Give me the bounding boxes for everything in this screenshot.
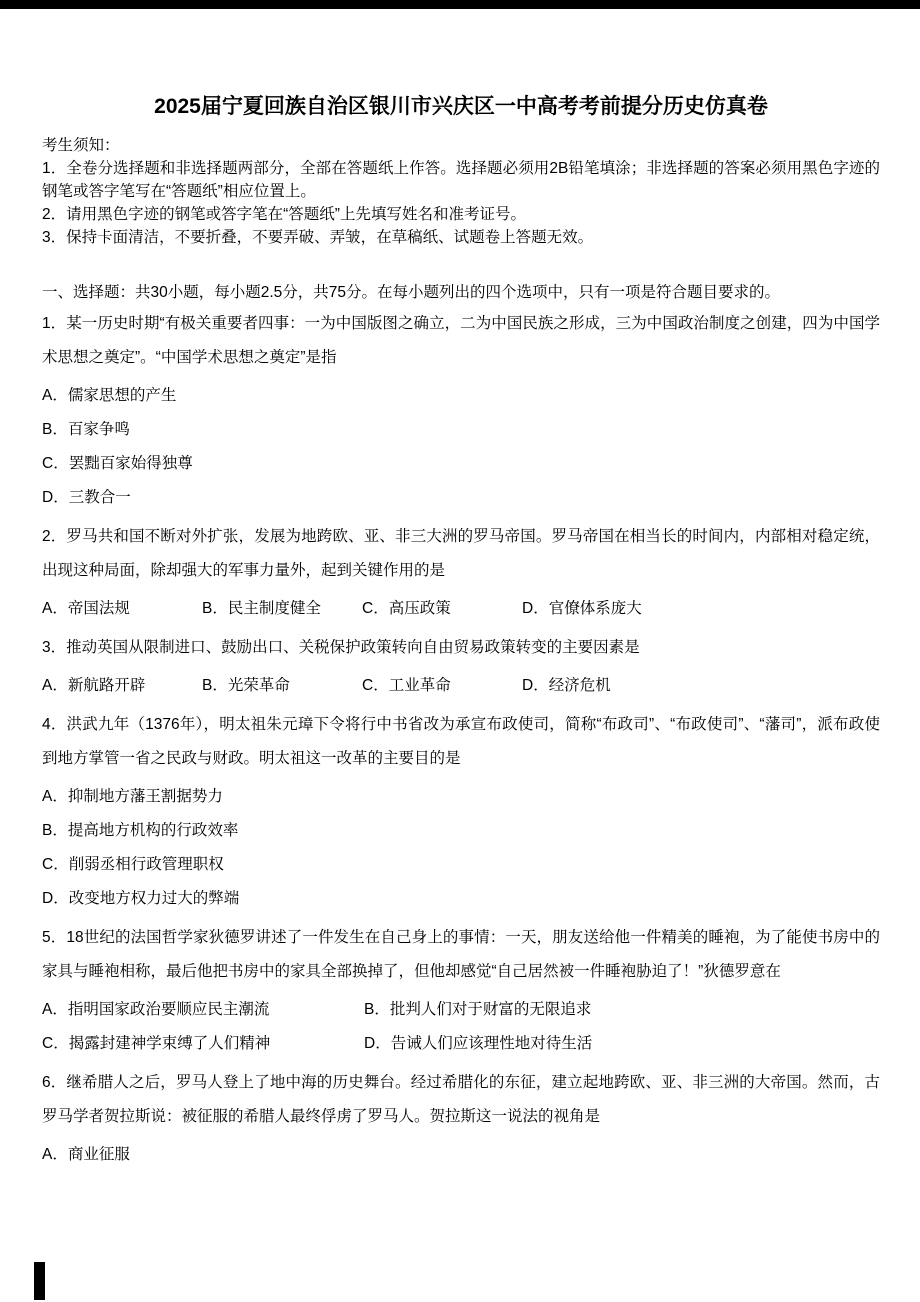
question-options [42,379,880,515]
option: C．工业革命 [362,677,451,694]
option: D．三教合一 [42,489,131,506]
option: C．削弱丞相行政管理职权 [42,856,224,873]
option: D．官僚体系庞大 [522,600,642,617]
section-header: 一、选择题：共30小题，每小题2.5分，共75分。在每小题列出的四个选项中，只有一项是符合题目要求的。 [42,284,781,301]
option: B．批判人们对于财富的无限追求 [364,1001,592,1018]
top-black-bar [0,0,920,9]
question-stem: 4．洪武九年（1376年），明太祖朱元璋下令将行中书省改为承宣布政使司，简称“布政司”、“布政使司”、“藩司”，派布政使到地方掌管一省之民政与财政。明太祖这一改革的主要目的是 [42,716,880,767]
option: A．儒家思想的产生 [42,387,177,404]
questions-list [42,307,880,1172]
question [42,921,880,1061]
question-options [42,780,880,916]
notice-item: 1．全卷分选择题和非选择题两部分，全部在答题纸上作答。选择题必须用2B铅笔填涂；非选择题的答案必须用黑色字迹的钢笔或答字笔写在“答题纸”相应位置上。 [42,160,880,200]
option: A．指明国家政治要顺应民主潮流 [42,1001,270,1018]
option: B．光荣革命 [202,677,290,694]
option: B．百家争鸣 [42,421,130,438]
question [42,520,880,626]
option: C．高压政策 [362,600,451,617]
option: A．帝国法规 [42,600,130,617]
bottom-left-black-mark [34,1262,45,1300]
question [42,708,880,916]
question-stem: 6．继希腊人之后，罗马人登上了地中海的历史舞台。经过希腊化的东征，建立起地跨欧、亚、非三洲的大帝国。然而，古罗马学者贺拉斯说：被征服的希腊人最终俘虏了罗马人。贺拉斯这一说法的视角是 [42,1074,880,1125]
notice-items [42,157,880,249]
option: A．商业征服 [42,1146,130,1163]
option: B．民主制度健全 [202,600,321,617]
option: D．告诫人们应该理性地对待生活 [364,1035,593,1052]
question-options [42,669,880,703]
question-stem: 3．推动英国从限制进口、鼓励出口、关税保护政策转向自由贸易政策转变的主要因素是 [42,639,640,656]
question-options [42,592,880,626]
exam-title: 2025届宁夏回族自治区银川市兴庆区一中高考考前提分历史仿真卷 [154,95,768,118]
option: C．罢黜百家始得独尊 [42,455,193,472]
question-stem: 5．18世纪的法国哲学家狄德罗讲述了一件发生在自己身上的事情：一天，朋友送给他一件精美的睡袍，为了能使书房中的家具与睡袍相称，最后他把书房中的家具全部换掉了，但他却感觉“自己居然被一件睡袍胁迫了！”狄德罗意在 [42,929,880,980]
option: D．经济危机 [522,677,611,694]
option: B．提高地方机构的行政效率 [42,822,239,839]
question [42,307,880,515]
question [42,631,880,703]
option: C．揭露封建神学束缚了人们精神 [42,1035,271,1052]
question-options [42,993,880,1061]
notice-block [42,134,880,249]
notice-item: 3．保持卡面清洁，不要折叠，不要弄破、弄皱，在草稿纸、试题卷上答题无效。 [42,229,594,246]
option: A．新航路开辟 [42,677,146,694]
option: A．抑制地方藩王割据势力 [42,788,223,805]
question-options [42,1138,880,1172]
option: D．改变地方权力过大的弊端 [42,890,240,907]
notice-item: 2．请用黑色字迹的钢笔或答字笔在“答题纸”上先填写姓名和准考证号。 [42,206,526,223]
notice-header: 考生须知： [42,137,120,154]
question [42,1066,880,1172]
question-stem: 1．某一历史时期“有极关重要者四事：一为中国版图之确立，二为中国民族之形成，三为中国政治制度之创建，四为中国学术思想之奠定”。“中国学术思想之奠定”是指 [42,315,880,366]
question-stem: 2．罗马共和国不断对外扩张，发展为地跨欧、亚、非三大洲的罗马帝国。罗马帝国在相当长的时间内，内部相对稳定统，出现这种局面，除却强大的军事力量外，起到关键作用的是 [42,528,880,579]
